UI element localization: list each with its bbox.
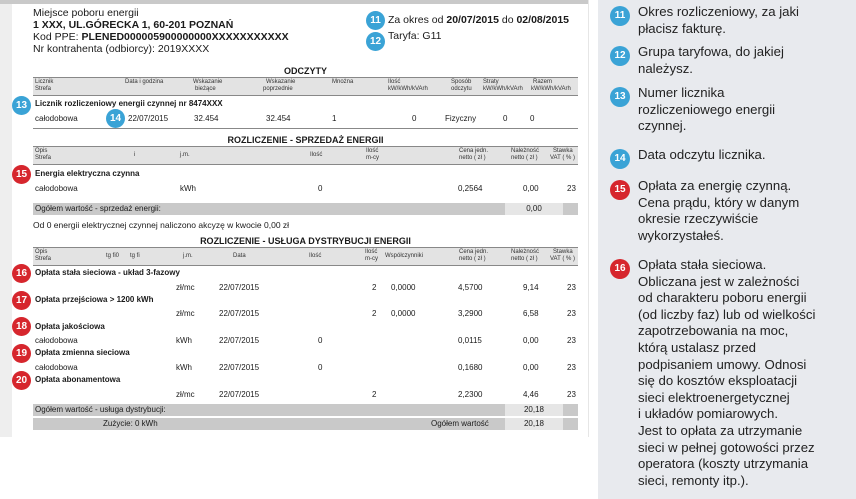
- place-label: Miejsce poboru energii: [33, 7, 139, 19]
- col-licznik: Licznik: [35, 79, 54, 85]
- period-from: 20/07/2015: [446, 14, 499, 26]
- dist-price: 0,1680: [458, 363, 483, 372]
- readings-title: ODCZYTY: [283, 66, 327, 76]
- dist-qty: 0: [318, 363, 323, 372]
- badge-16: 16: [12, 264, 31, 283]
- dist-price: 3,2900: [458, 309, 483, 318]
- sales-column-header: [33, 146, 578, 165]
- distribution-title: ROZLICZENIE - USŁUGA DYSTRYBUCJI ENERGII: [200, 236, 411, 246]
- dist-item-title-text: Opłata abonamentowa: [35, 375, 121, 384]
- col-wspolczynniki: Współczynniki: [385, 253, 424, 259]
- sales-price: 0,2564: [458, 184, 483, 193]
- col-strefa: Strefa: [35, 256, 52, 262]
- dist-price: 0,0115: [458, 336, 482, 345]
- col-straty-unit: kW/kWh/kVArh: [483, 86, 523, 92]
- reading-total: 0: [530, 114, 535, 123]
- explanation-text: Okres rozliczeniowy, za jaki płacisz fakturę.: [638, 4, 799, 36]
- dist-date: 22/07/2015: [219, 336, 260, 345]
- dist-date: 22/07/2015: [219, 363, 260, 372]
- col-wskazanie-poprzednie: Wskazanie: [266, 79, 296, 85]
- explanations-panel: [598, 0, 856, 499]
- badge-14: 14: [106, 109, 125, 128]
- col-vat: VAT ( % ): [550, 256, 576, 262]
- reading-multiplier: 1: [332, 114, 337, 123]
- col-strefa: Strefa: [35, 86, 52, 92]
- dist-qty: 0: [318, 336, 323, 345]
- period-to: 02/08/2015: [516, 14, 570, 26]
- col-ilosc: Ilość: [310, 152, 323, 158]
- usage-label: Zużycie: 0 kWh: [103, 419, 158, 428]
- badge-15: 15: [12, 165, 31, 184]
- reading-quantity: 0: [412, 114, 417, 123]
- badge-12: 12: [366, 32, 385, 51]
- col-mcy: m-cy: [365, 256, 378, 262]
- dist-coef: 0,0000: [391, 309, 416, 318]
- explanation-text: Opłata za energię czynną. Cena prądu, który w danym okresie rzeczywiście wykorzystałeś.: [638, 178, 800, 243]
- dist-item-title-text: Opłata zmienna sieciowa: [35, 348, 130, 357]
- col-poprzednie: poprzednie: [263, 86, 293, 92]
- badge-18: 18: [12, 317, 31, 336]
- sales-zone: całodobowa: [35, 184, 78, 193]
- reading-previous: 32.454: [266, 114, 291, 123]
- dist-zone: całodobowa: [35, 336, 78, 345]
- col-i: i: [134, 152, 136, 158]
- readings-bottom-rule: [33, 128, 578, 129]
- explanation-badge: 12: [610, 46, 630, 66]
- col-cena-unit: netto ( zł ): [459, 155, 486, 161]
- col-mnozna: Mnożna: [332, 79, 354, 85]
- left-gray-strip: [0, 4, 12, 437]
- sales-total-label: Ogółem wartość - sprzedaż energii:: [35, 204, 161, 213]
- col-odczytu: odczytu: [451, 86, 472, 92]
- dist-vat: 23: [567, 363, 576, 372]
- col-naleznosc: Należność: [511, 148, 540, 154]
- reading-method: Fizyczny: [445, 114, 477, 123]
- dist-vat: 23: [567, 283, 576, 292]
- col-straty: Straty: [483, 79, 499, 85]
- dist-vat: 23: [567, 390, 576, 399]
- badge-20: 20: [12, 371, 31, 390]
- badge-17: 17: [12, 291, 31, 310]
- explanation-text: Grupa taryfowa, do jakiej należysz.: [638, 44, 784, 76]
- dist-due: 4,46: [523, 390, 539, 399]
- ppe-value: PLENED000005900000000XXXXXXXXXXX: [81, 31, 289, 43]
- dist-due: 0,00: [523, 363, 539, 372]
- col-razem-unit: kW/kWh/kVArh: [531, 86, 571, 92]
- excise-note-text: Od 0 energii elektrycznej czynnej naliczono akcyzę w kwocie 0,00 zł: [33, 220, 290, 230]
- sales-item-title-text: Energia elektryczna czynna: [35, 169, 140, 178]
- readings-column-header: [33, 77, 578, 96]
- explanation-text: Opłata stała sieciowa. Obliczana jest w zależności od charakteru poboru energii (od liczby faz) lub od wielkości zapotrzebowania na moc, którą ustalasz przed podpisaniem umowy. Odnosi się do kosztów eksploatacji sieci elektroenergetycznej i układów pomiarowych. Jest to opłata za utrzymanie sieci w pełnej gotowości przez operatora (koszty utrzymania sieci, remonty itp.).: [638, 257, 816, 488]
- address: 1 XXX, UL.GÓRECKA 1, 60-201 POZNAŃ: [33, 19, 234, 31]
- badge-19: 19: [12, 344, 31, 363]
- period-mid: do: [501, 14, 514, 26]
- col-naleznosc-unit: netto ( zł ): [511, 155, 538, 161]
- dist-months: 2: [372, 283, 377, 292]
- col-vat: VAT ( % ): [550, 155, 576, 161]
- col-naleznosc-unit: netto ( zł ): [511, 256, 538, 262]
- explanation-badge: 16: [610, 259, 630, 279]
- dist-unit: zł/mc: [176, 283, 195, 292]
- dist-price: 4,5700: [458, 283, 483, 292]
- col-stawka: Stawka: [553, 249, 573, 255]
- col-opis: Opis: [35, 249, 48, 255]
- col-razem: Razem: [533, 79, 553, 85]
- grand-total-value: 20,18: [505, 418, 563, 430]
- grand-total-label: Ogółem wartość: [431, 419, 489, 428]
- col-biezace: bieżące: [195, 86, 216, 92]
- period-prefix: Za okres od: [388, 14, 444, 26]
- dist-coef: 0,0000: [391, 283, 416, 292]
- dist-unit: zł/mc: [176, 309, 195, 318]
- explanation-text: Data odczytu licznika.: [638, 147, 766, 162]
- dist-item-title-text: Opłata przejściowa > 1200 kWh: [35, 295, 154, 304]
- col-tgfi0: tg fi0: [106, 253, 120, 259]
- sales-qty: 0: [318, 184, 323, 193]
- sales-total-value: 0,00: [505, 203, 563, 215]
- explanation-badge: 15: [610, 180, 630, 200]
- dist-unit: kWh: [176, 363, 192, 372]
- col-data: Data: [233, 253, 246, 259]
- col-cena: Cena jedn.: [459, 249, 489, 255]
- col-ilosc: Ilość: [388, 79, 401, 85]
- sales-due: 0,00: [523, 184, 539, 193]
- grand-total-bar: [33, 418, 578, 430]
- dist-vat: 23: [567, 336, 576, 345]
- tariff: Taryfa: G11: [388, 30, 442, 42]
- dist-due: 9,14: [523, 283, 539, 292]
- dist-unit: kWh: [176, 336, 192, 345]
- explanation-text: Numer licznika rozliczeniowego energii czynnej.: [638, 85, 776, 134]
- distribution-column-header: [33, 247, 578, 266]
- distribution-total-label: Ogółem wartość - usługa dystrybucji:: [35, 405, 166, 414]
- dist-months: 2: [372, 309, 377, 318]
- ppe-label: Kod PPE:: [33, 31, 79, 43]
- dist-date: 22/07/2015: [219, 309, 260, 318]
- sales-unit: kWh: [180, 184, 196, 193]
- dist-date: 22/07/2015: [219, 283, 260, 292]
- col-ilosc: Ilość: [309, 253, 322, 259]
- reading-zone: całodobowa: [35, 114, 78, 123]
- explanation-badge: 11: [610, 6, 630, 26]
- sales-vat: 23: [567, 184, 576, 193]
- col-cena: Cena jedn.: [459, 148, 489, 154]
- col-ilosc-unit: kW/kWh/kVArh: [388, 86, 428, 92]
- distribution-total-bar: [33, 404, 578, 416]
- col-sposob: Sposób: [451, 79, 472, 85]
- dist-item-title-text: Opłata stała sieciowa - układ 3-fazowy: [35, 268, 180, 277]
- blank-area: [0, 437, 595, 499]
- reading-date: 22/07/2015: [128, 114, 169, 123]
- ppe-code: [33, 31, 289, 44]
- sales-title: ROZLICZENIE - SPRZEDAŻ ENERGII: [227, 135, 384, 145]
- col-opis: Opis: [35, 148, 48, 154]
- distribution-total-value: 20,18: [505, 404, 563, 416]
- col-jm: j.m.: [180, 152, 190, 158]
- dist-unit: zł/mc: [176, 390, 195, 399]
- dist-months: 2: [372, 390, 377, 399]
- billing-period: [388, 14, 569, 27]
- top-gray-bar: [0, 0, 588, 4]
- col-ilosc-mcy: Ilość: [366, 148, 379, 154]
- col-stawka: Stawka: [553, 148, 573, 154]
- col-tgfi: tg fi: [130, 253, 140, 259]
- dist-date: 22/07/2015: [219, 390, 260, 399]
- badge-13: 13: [12, 96, 31, 115]
- reading-losses: 0: [503, 114, 508, 123]
- col-ilosc-mcy: Ilość: [365, 249, 378, 255]
- col-mcy: m-cy: [366, 155, 379, 161]
- col-cena-unit: netto ( zł ): [459, 256, 486, 262]
- badge-11: 11: [366, 11, 385, 30]
- col-jm: j.m.: [183, 253, 193, 259]
- dist-due: 0,00: [523, 336, 539, 345]
- dist-item-title-text: Opłata jakościowa: [35, 322, 105, 331]
- meter-title-text: Licznik rozliczeniowy energii czynnej nr 8474XXX: [35, 99, 223, 108]
- dist-vat: 23: [567, 309, 576, 318]
- dist-price: 2,2300: [458, 390, 483, 399]
- sales-total-bar: [33, 203, 578, 215]
- dist-zone: całodobowa: [35, 363, 78, 372]
- col-strefa: Strefa: [35, 155, 52, 161]
- col-naleznosc: Należność: [511, 249, 540, 255]
- reading-current: 32.454: [194, 114, 219, 123]
- col-wskazanie-biezace: Wskazanie: [193, 79, 223, 85]
- explanation-badge: 14: [610, 149, 630, 169]
- col-data: Data i godzina: [125, 79, 164, 85]
- explanation-badge: 13: [610, 87, 630, 107]
- dist-due: 6,58: [523, 309, 539, 318]
- contractor-number: Nr kontrahenta (odbiorcy): 2019XXXX: [33, 43, 210, 55]
